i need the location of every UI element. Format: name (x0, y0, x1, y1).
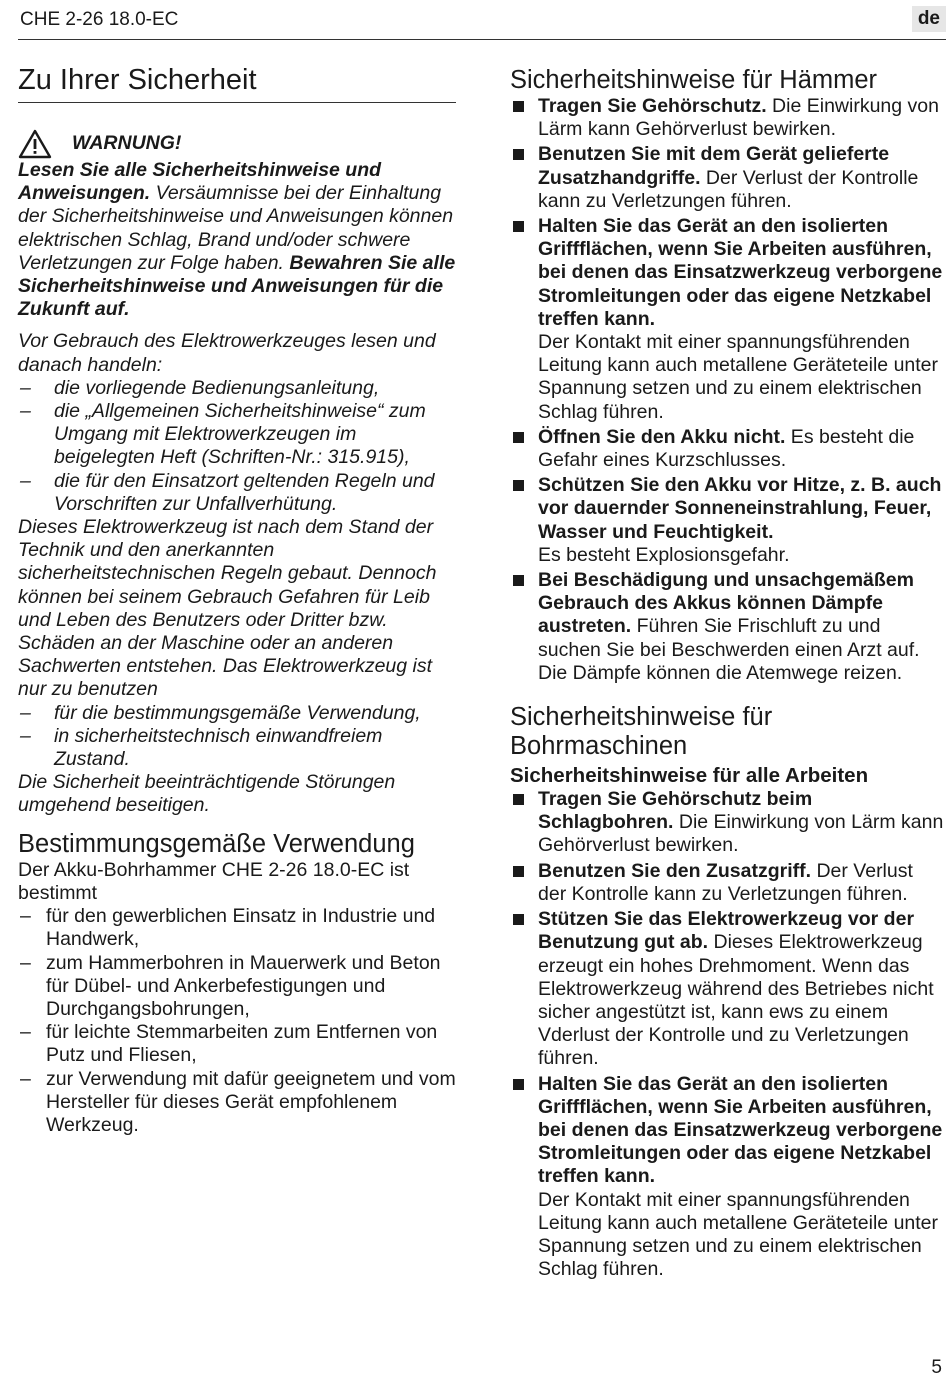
square-bullet-icon (513, 866, 524, 877)
warning-text (18, 159, 456, 321)
square-bullet-icon (513, 149, 524, 160)
right-column (510, 58, 946, 1283)
warning-label: WARNUNG! (72, 132, 182, 155)
warning-triangle-icon (18, 129, 52, 159)
square-bullet-icon (513, 914, 524, 925)
intro-text: Vor Gebrauch des Elektrowerkzeuges lesen und danach handeln: (18, 330, 436, 376)
page-number: 5 (931, 1357, 942, 1378)
list-item: – zum Hammerbohren in Mauerwerk und Beton für Dübel- und Ankerbefestigungen und Durchgangsbohrungen, (18, 952, 456, 1022)
header-rule (18, 39, 946, 40)
header-model: CHE 2-26 18.0-EC (20, 9, 179, 30)
square-bullet-icon (513, 480, 524, 491)
square-bullet-icon (513, 432, 524, 443)
square-bullet-icon (513, 1079, 524, 1090)
list-item: Öffnen Sie den Akku nicht. Es besteht die Gefahr eines Kurzschlusses. (510, 426, 946, 472)
square-bullet-icon (513, 101, 524, 112)
list-item: – für den gewerblichen Einsatz in Industrie und Handwerk, (18, 905, 456, 951)
list-item: Tragen Sie Gehörschutz. Die Einwirkung von Lärm kann Gehörverlust bewirken. (510, 95, 946, 141)
list-item: – in sicherheitstechnisch einwandfreiem Zustand. (18, 725, 456, 771)
list-item: – zur Verwendung mit dafür geeignetem und vom Hersteller für dieses Gerät empfohlenem Werkzeug. (18, 1068, 456, 1138)
warning-bold-1: Lesen Sie alle Sicherheitshinweise und Anweisungen. (18, 159, 382, 205)
list-item: Halten Sie das Gerät an den isolierten Griffflächen, wenn Sie Arbeiten ausführen, bei denen das Einsatzwerkzeug verborgene Stromleitungen oder das eigene Netzkabel treffen kann. Der Kontakt mit einer spannungsführenden Leitung kann auch metallene Geräteteile unter Spannung setzen und zu einem elektrischen Schlag führen. (510, 215, 946, 424)
warning-bold-2: Bewahren Sie alle Sicherheitshinweise und Anweisungen für die Zukunft auf. (18, 251, 456, 321)
section-title-intended-use: Bestimmungsgemäße Verwendung (18, 829, 415, 858)
list-item: Schützen Sie den Akku vor Hitze, z. B. auch vor dauernder Sonneneinstrahlung, Feuer, Wasser und Feuchtigkeit. Es besteht Explosionsgefahr. (510, 474, 946, 567)
square-bullet-icon (513, 794, 524, 805)
list-item: Tragen Sie Gehörschutz beim Schlagbohren. Die Einwirkung von Lärm kann Gehörverlust bewirken. (510, 788, 946, 858)
list-item: – für die bestimmungsgemäße Verwendung, (18, 702, 456, 725)
list-item: – die „Allgemeinen Sicherheitshinweise“ zum Umgang mit Elektrowerkzeugen im beigelegten Heft (Schriften-Nr.: 315.915), (18, 400, 456, 470)
use-list (18, 702, 456, 772)
list-item: – die vorliegende Bedienungsanleitung, (18, 377, 456, 400)
section-title-safety: Zu Ihrer Sicherheit (18, 62, 456, 103)
square-bullet-icon (513, 221, 524, 232)
left-column (18, 58, 456, 1137)
intro-list (18, 377, 456, 516)
list-item: Halten Sie das Gerät an den isolierten Griffflächen, wenn Sie Arbeiten ausführen, bei denen das Einsatzwerkzeug verborgene Stromleitungen oder das eigene Netzkabel treffen kann. Der Kontakt mit einer spannungsführenden Leitung kann auch metallene Geräteteile unter Spannung setzen und zu einem elektrischen Schlag führen. (510, 1073, 946, 1282)
intended-use-intro: Der Akku-Bohrhammer CHE 2-26 18.0-EC ist bestimmt (18, 858, 410, 904)
list-item: Benutzen Sie den Zusatzgriff. Der Verlust der Kontrolle kann zu Verletzungen führen. (510, 860, 946, 906)
list-item: Benutzen Sie mit dem Gerät gelieferte Zusatzhandgriffe. Der Verlust der Kontrolle kann zu Verletzungen führen. (510, 143, 946, 213)
warning-heading (18, 129, 456, 159)
list-item: – die für den Einsatzort geltenden Regeln und Vorschriften zur Unfallverhütung. (18, 470, 456, 516)
list-item: Bei Beschädigung und unsachgemäßem Gebrauch des Akkus können Dämpfe austreten. Führen Sie Frischluft zu und suchen Sie bei Beschwerden einen Arzt auf. Die Dämpfe können die Atemwege reizen. (510, 569, 946, 685)
list-item: – für leichte Stemmarbeiten zum Entfernen von Putz und Fliesen, (18, 1021, 456, 1067)
paragraph-construction: Dieses Elektrowerkzeug ist nach dem Stand der Technik und den anerkannten sicherheitstechnischen Regeln gebaut. Dennoch können bei seinem Gebrauch Gefahren für Leib und Leben des Benutzers oder Dritter bzw. Schäden an der Maschine oder an anderen Sachwerten entstehen. Das Elektrowerkzeug ist nur zu benutzen (18, 516, 437, 701)
drill-safety-list (510, 788, 946, 1281)
list-item: Stützen Sie das Elektrowerkzeug vor der Benutzung gut ab. Dieses Elektrowerkzeug erzeugt ein hohes Drehmoment. Wenn das Elektrowerkzeug während des Betriebes nicht sicher angestützt ist, kann ews zu einem Vderlust der Kontrolle und zu Verletzungen führen. (510, 908, 946, 1070)
language-badge: de (912, 6, 946, 32)
intended-use-list (18, 905, 456, 1137)
section-title-hammers: Sicherheitshinweise für Hämmer (510, 66, 878, 94)
section-title-drills: Sicherheitshinweise für Bohrmaschinen (510, 703, 773, 761)
warning-text-1: Versäumnisse bei der Einhaltung der Sicherheitshinweise und Anweisungen können elektrischen Schlag, Brand und/oder schwere Verletzungen zur Folge haben. (18, 182, 454, 274)
hammer-safety-list (510, 95, 946, 685)
paragraph-faults: Die Sicherheit beeinträchtigende Störungen umgehend beseitigen. (18, 771, 396, 817)
subsection-title-all-work: Sicherheitshinweise für alle Arbeiten (510, 764, 869, 788)
square-bullet-icon (513, 575, 524, 586)
